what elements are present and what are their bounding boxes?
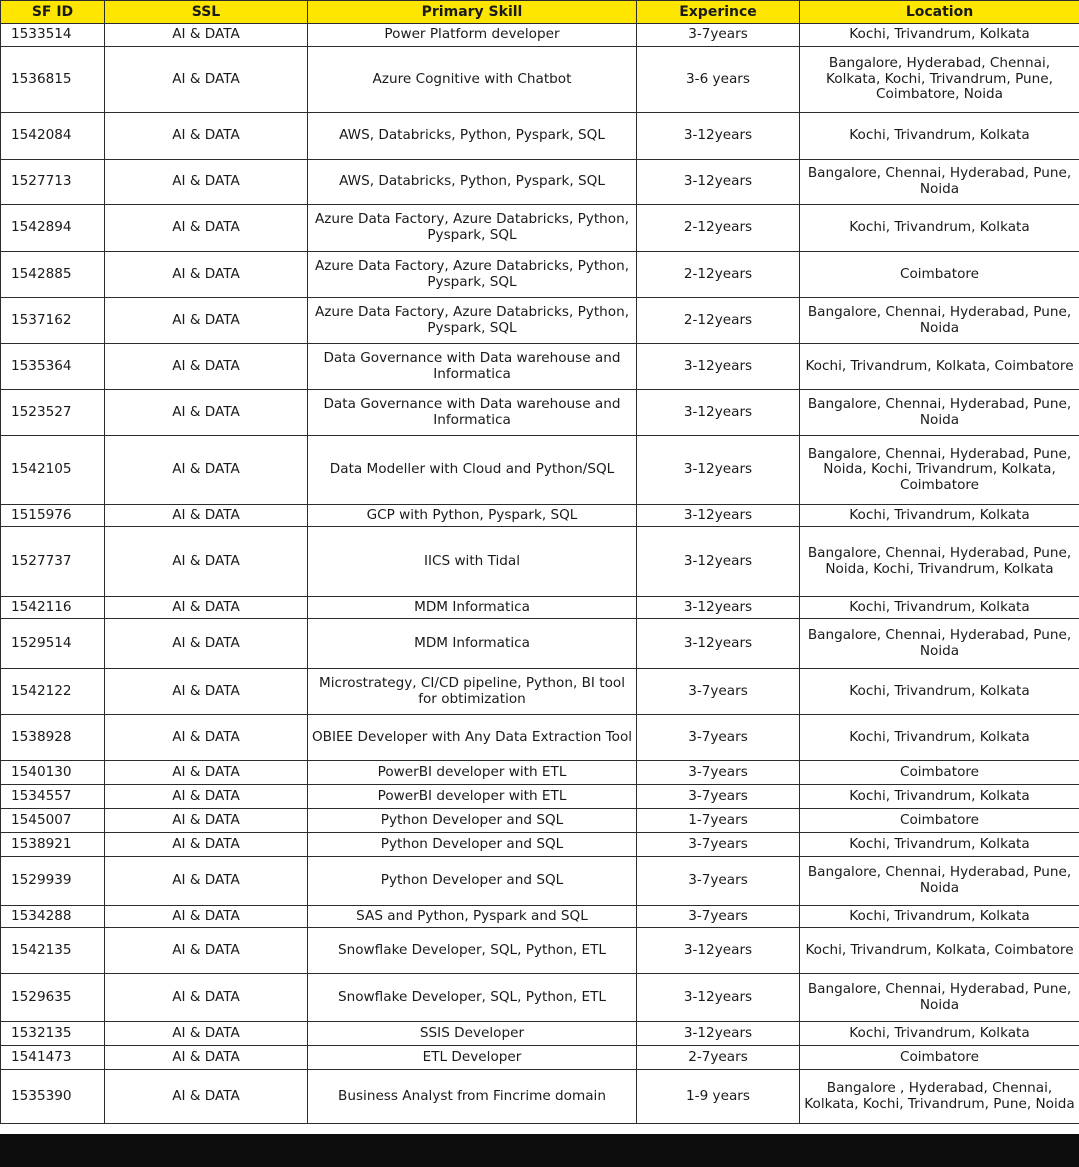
location-cell: Kochi, Trivandrum, Kolkata, Coimbatore [800, 344, 1079, 390]
location-cell: Bangalore, Chennai, Hyderabad, Pune, Noida [800, 160, 1079, 205]
primary-skill-cell: GCP with Python, Pyspark, SQL [308, 505, 637, 527]
ssl-cell: AI & DATA [105, 857, 308, 906]
ssl-cell: AI & DATA [105, 344, 308, 390]
ssl-cell: AI & DATA [105, 390, 308, 436]
location-cell: Bangalore, Chennai, Hyderabad, Pune, Noida [800, 619, 1079, 669]
sf-id-cell: 1523527 [1, 390, 105, 436]
table-row [1, 761, 1079, 785]
table-row [1, 113, 1079, 160]
sf-id-cell: 1542894 [1, 205, 105, 252]
location-cell: Coimbatore [800, 761, 1079, 785]
experience-cell: 3-7years [637, 833, 800, 857]
experience-cell: 1-9 years [637, 1070, 800, 1124]
ssl-cell: AI & DATA [105, 436, 308, 505]
primary-skill-cell: PowerBI developer with ETL [308, 785, 637, 809]
experience-cell: 1-7years [637, 809, 800, 833]
ssl-cell: AI & DATA [105, 761, 308, 785]
primary-skill-cell: AWS, Databricks, Python, Pyspark, SQL [308, 113, 637, 160]
primary-skill-cell: SAS and Python, Pyspark and SQL [308, 906, 637, 928]
table-row [1, 906, 1079, 928]
table-row [1, 833, 1079, 857]
primary-skill-cell: Azure Data Factory, Azure Databricks, Python, Pyspark, SQL [308, 298, 637, 344]
ssl-cell: AI & DATA [105, 160, 308, 205]
primary-skill-cell: AWS, Databricks, Python, Pyspark, SQL [308, 160, 637, 205]
location-cell: Coimbatore [800, 252, 1079, 298]
table-row [1, 436, 1079, 505]
experience-cell: 3-6 years [637, 47, 800, 113]
sf-id-cell: 1538928 [1, 715, 105, 761]
sf-id-cell: 1541473 [1, 1046, 105, 1070]
sf-id-cell: 1545007 [1, 809, 105, 833]
table-body [1, 24, 1079, 1124]
location-cell: Kochi, Trivandrum, Kolkata [800, 669, 1079, 715]
ssl-cell: AI & DATA [105, 928, 308, 974]
experience-cell: 3-12years [637, 527, 800, 597]
ssl-cell: AI & DATA [105, 809, 308, 833]
sf-id-cell: 1529635 [1, 974, 105, 1022]
location-cell: Bangalore, Chennai, Hyderabad, Pune, Noida [800, 298, 1079, 344]
sf-id-cell: 1529939 [1, 857, 105, 906]
sf-id-cell: 1542135 [1, 928, 105, 974]
ssl-cell: AI & DATA [105, 47, 308, 113]
ssl-cell: AI & DATA [105, 1022, 308, 1046]
ssl-cell: AI & DATA [105, 505, 308, 527]
location-cell: Kochi, Trivandrum, Kolkata [800, 205, 1079, 252]
sf-id-cell: 1529514 [1, 619, 105, 669]
sf-id-cell: 1534557 [1, 785, 105, 809]
experience-cell: 3-12years [637, 505, 800, 527]
primary-skill-cell: Power Platform developer [308, 24, 637, 47]
experience-cell: 3-7years [637, 906, 800, 928]
sf-id-cell: 1535364 [1, 344, 105, 390]
experience-cell: 3-12years [637, 344, 800, 390]
sf-id-cell: 1533514 [1, 24, 105, 47]
experience-cell: 2-12years [637, 252, 800, 298]
ssl-cell: AI & DATA [105, 24, 308, 47]
ssl-cell: AI & DATA [105, 597, 308, 619]
experience-cell: 2-7years [637, 1046, 800, 1070]
sf-id-cell: 1542885 [1, 252, 105, 298]
experience-cell: 3-12years [637, 436, 800, 505]
location-cell: Kochi, Trivandrum, Kolkata [800, 1022, 1079, 1046]
primary-skill-cell: MDM Informatica [308, 619, 637, 669]
location-cell: Bangalore , Hyderabad, Chennai, Kolkata, Kochi, Trivandrum, Pune, Noida [800, 1070, 1079, 1124]
primary-skill-cell: Business Analyst from Fincrime domain [308, 1070, 637, 1124]
header-location: Location [800, 1, 1079, 24]
experience-cell: 3-12years [637, 390, 800, 436]
sf-id-cell: 1532135 [1, 1022, 105, 1046]
location-cell: Kochi, Trivandrum, Kolkata [800, 113, 1079, 160]
ssl-cell: AI & DATA [105, 974, 308, 1022]
experience-cell: 3-12years [637, 597, 800, 619]
location-cell: Kochi, Trivandrum, Kolkata, Coimbatore [800, 928, 1079, 974]
sf-id-cell: 1527737 [1, 527, 105, 597]
ssl-cell: AI & DATA [105, 785, 308, 809]
experience-cell: 2-12years [637, 298, 800, 344]
sf-id-cell: 1515976 [1, 505, 105, 527]
primary-skill-cell: SSIS Developer [308, 1022, 637, 1046]
primary-skill-cell: MDM Informatica [308, 597, 637, 619]
ssl-cell: AI & DATA [105, 1070, 308, 1124]
experience-cell: 3-7years [637, 24, 800, 47]
location-cell: Bangalore, Chennai, Hyderabad, Pune, Noida, Kochi, Trivandrum, Kolkata [800, 527, 1079, 597]
primary-skill-cell: PowerBI developer with ETL [308, 761, 637, 785]
ssl-cell: AI & DATA [105, 252, 308, 298]
primary-skill-cell: IICS with Tidal [308, 527, 637, 597]
table-row [1, 298, 1079, 344]
location-cell: Kochi, Trivandrum, Kolkata [800, 785, 1079, 809]
primary-skill-cell: Data Governance with Data warehouse and Informatica [308, 344, 637, 390]
location-cell: Kochi, Trivandrum, Kolkata [800, 906, 1079, 928]
table-row [1, 24, 1079, 47]
location-cell: Bangalore, Hyderabad, Chennai, Kolkata, Kochi, Trivandrum, Pune, Coimbatore, Noida [800, 47, 1079, 113]
sf-id-cell: 1534288 [1, 906, 105, 928]
ssl-cell: AI & DATA [105, 113, 308, 160]
ssl-cell: AI & DATA [105, 906, 308, 928]
table-row [1, 390, 1079, 436]
header-sf-id: SF ID [1, 1, 105, 24]
primary-skill-cell: Snowflake Developer, SQL, Python, ETL [308, 974, 637, 1022]
sf-id-cell: 1527713 [1, 160, 105, 205]
experience-cell: 3-12years [637, 1022, 800, 1046]
experience-cell: 2-12years [637, 205, 800, 252]
location-cell: Coimbatore [800, 809, 1079, 833]
table-row [1, 669, 1079, 715]
primary-skill-cell: Python Developer and SQL [308, 857, 637, 906]
table-row [1, 1022, 1079, 1046]
location-cell: Kochi, Trivandrum, Kolkata [800, 505, 1079, 527]
primary-skill-cell: Data Governance with Data warehouse and Informatica [308, 390, 637, 436]
sf-id-cell: 1540130 [1, 761, 105, 785]
sf-id-cell: 1535390 [1, 1070, 105, 1124]
table-row [1, 1070, 1079, 1124]
experience-cell: 3-12years [637, 160, 800, 205]
primary-skill-cell: Python Developer and SQL [308, 833, 637, 857]
primary-skill-cell: OBIEE Developer with Any Data Extraction Tool [308, 715, 637, 761]
table-row [1, 809, 1079, 833]
location-cell: Kochi, Trivandrum, Kolkata [800, 715, 1079, 761]
location-cell: Kochi, Trivandrum, Kolkata [800, 24, 1079, 47]
ssl-cell: AI & DATA [105, 619, 308, 669]
primary-skill-cell: Data Modeller with Cloud and Python/SQL [308, 436, 637, 505]
experience-cell: 3-7years [637, 669, 800, 715]
table-row [1, 47, 1079, 113]
location-cell: Bangalore, Chennai, Hyderabad, Pune, Noida [800, 974, 1079, 1022]
ssl-cell: AI & DATA [105, 205, 308, 252]
location-cell: Kochi, Trivandrum, Kolkata [800, 597, 1079, 619]
sf-id-cell: 1542122 [1, 669, 105, 715]
experience-cell: 3-7years [637, 785, 800, 809]
table-row [1, 205, 1079, 252]
primary-skill-cell: Microstrategy, CI/CD pipeline, Python, BI tool for obtimization [308, 669, 637, 715]
table-row [1, 252, 1079, 298]
table-row [1, 785, 1079, 809]
ssl-cell: AI & DATA [105, 527, 308, 597]
sf-id-cell: 1537162 [1, 298, 105, 344]
ssl-cell: AI & DATA [105, 1046, 308, 1070]
header-row [1, 1, 1079, 24]
ssl-cell: AI & DATA [105, 298, 308, 344]
experience-cell: 3-12years [637, 974, 800, 1022]
table-row [1, 619, 1079, 669]
table-row [1, 715, 1079, 761]
location-cell: Coimbatore [800, 1046, 1079, 1070]
location-cell: Bangalore, Chennai, Hyderabad, Pune, Noida [800, 390, 1079, 436]
sf-id-cell: 1542084 [1, 113, 105, 160]
bottom-bar [0, 1134, 1079, 1167]
primary-skill-cell: ETL Developer [308, 1046, 637, 1070]
primary-skill-cell: Azure Cognitive with Chatbot [308, 47, 637, 113]
table-row [1, 974, 1079, 1022]
primary-skill-cell: Azure Data Factory, Azure Databricks, Python, Pyspark, SQL [308, 205, 637, 252]
experience-cell: 3-7years [637, 715, 800, 761]
header-primary-skill: Primary Skill [308, 1, 637, 24]
location-cell: Kochi, Trivandrum, Kolkata [800, 833, 1079, 857]
header-experience: Experince [637, 1, 800, 24]
table-row [1, 160, 1079, 205]
table-row [1, 928, 1079, 974]
table-row [1, 1046, 1079, 1070]
table-row [1, 344, 1079, 390]
location-cell: Bangalore, Chennai, Hyderabad, Pune, Noida, Kochi, Trivandrum, Kolkata, Coimbatore [800, 436, 1079, 505]
ssl-cell: AI & DATA [105, 715, 308, 761]
sf-id-cell: 1538921 [1, 833, 105, 857]
header-ssl: SSL [105, 1, 308, 24]
ssl-cell: AI & DATA [105, 669, 308, 715]
table-row [1, 857, 1079, 906]
table-row [1, 597, 1079, 619]
experience-cell: 3-7years [637, 761, 800, 785]
experience-cell: 3-12years [637, 619, 800, 669]
experience-cell: 3-12years [637, 928, 800, 974]
experience-cell: 3-12years [637, 113, 800, 160]
sf-id-cell: 1542116 [1, 597, 105, 619]
sf-id-cell: 1542105 [1, 436, 105, 505]
table-row [1, 505, 1079, 527]
primary-skill-cell: Python Developer and SQL [308, 809, 637, 833]
primary-skill-cell: Snowflake Developer, SQL, Python, ETL [308, 928, 637, 974]
ssl-cell: AI & DATA [105, 833, 308, 857]
sf-id-cell: 1536815 [1, 47, 105, 113]
table-row [1, 527, 1079, 597]
location-cell: Bangalore, Chennai, Hyderabad, Pune, Noida [800, 857, 1079, 906]
primary-skill-cell: Azure Data Factory, Azure Databricks, Python, Pyspark, SQL [308, 252, 637, 298]
experience-cell: 3-7years [637, 857, 800, 906]
